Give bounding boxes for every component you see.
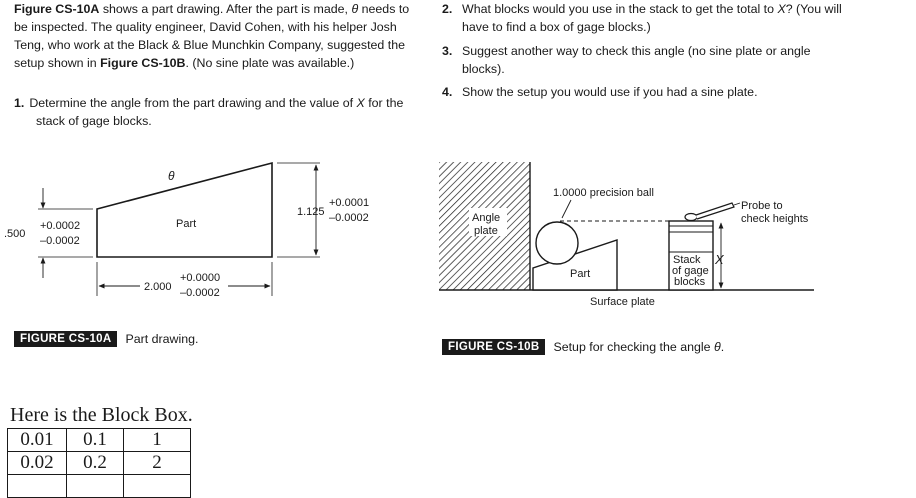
intro-text: . (No sine plate was available.) bbox=[185, 56, 355, 70]
probe-tip bbox=[685, 214, 697, 221]
question-text: Determine the angle from the part drawing and the value of bbox=[29, 96, 357, 110]
bottom-tol-plus: +0.0000 bbox=[180, 272, 221, 284]
right-dim-value: 1.125 bbox=[297, 206, 325, 218]
left-tol-plus: +0.0002 bbox=[40, 220, 81, 232]
caption-text: Part drawing. bbox=[125, 332, 199, 346]
table-row bbox=[8, 475, 191, 498]
intro-text: needs to be inspected. The quality engineer, David Cohen, with his helper Josh Teng, who work at the Black & Blue Munchkin Company, suggested the setup shown in bbox=[14, 2, 410, 70]
stack-label-3: blocks bbox=[674, 276, 706, 288]
x-symbol: X bbox=[777, 2, 786, 16]
figure-cs-10b bbox=[430, 150, 916, 315]
block-box-title: Here is the Block Box. bbox=[10, 404, 193, 426]
question-number: 1. bbox=[14, 96, 25, 110]
question-text: have to find a box of gage blocks.) bbox=[462, 20, 651, 34]
right-tol-plus: +0.0001 bbox=[329, 197, 370, 209]
question-text: What blocks would you use in the stack to get the total to bbox=[462, 2, 778, 16]
table-cell bbox=[67, 475, 124, 498]
surface-plate-label: Surface plate bbox=[590, 296, 655, 308]
theta-label: θ bbox=[168, 169, 175, 183]
probe-label-2: check heights bbox=[741, 213, 809, 225]
question-text: ? (You will bbox=[785, 2, 842, 16]
ball-label: 1.0000 precision ball bbox=[553, 187, 654, 199]
table-cell: 0.02 bbox=[8, 452, 67, 475]
question-number: 4. bbox=[442, 85, 453, 99]
x-symbol: X bbox=[356, 96, 365, 110]
question-text: Show the setup you would use if you had a sine plate. bbox=[462, 85, 758, 99]
left-tol-minus: –0.0002 bbox=[40, 235, 80, 247]
question-number: 2. bbox=[442, 2, 453, 16]
table-cell bbox=[124, 475, 191, 498]
table-cell: 1 bbox=[124, 429, 191, 452]
table-row bbox=[8, 429, 191, 452]
x-label: X bbox=[715, 252, 724, 267]
table-cell: 0.1 bbox=[67, 429, 124, 452]
precision-ball bbox=[536, 222, 578, 264]
bottom-tol-minus: –0.0002 bbox=[180, 287, 220, 299]
question-text: blocks). bbox=[462, 62, 505, 76]
intro-text: shows a part drawing. After the part is made, bbox=[99, 2, 352, 16]
question-text: for the bbox=[364, 96, 404, 110]
question-1 bbox=[14, 94, 422, 130]
block-box-table bbox=[7, 428, 191, 498]
caption-text bbox=[553, 340, 724, 354]
question-text: Suggest another way to check this angle (no sine plate or angle bbox=[462, 44, 811, 58]
stack-label-1: Stack bbox=[673, 254, 701, 266]
table-cell bbox=[8, 475, 67, 498]
caption-text-end: . bbox=[720, 340, 725, 354]
bottom-dim-value: 2.000 bbox=[144, 281, 172, 293]
table-row bbox=[8, 452, 191, 475]
caption-cs-10b bbox=[442, 339, 724, 355]
question-text: stack of gage blocks. bbox=[36, 114, 152, 128]
caption-text-main: Setup for checking the angle bbox=[553, 340, 714, 354]
part-outline bbox=[97, 163, 272, 257]
table-cell: 0.01 bbox=[8, 429, 67, 452]
figure-ref: Figure CS-10A bbox=[14, 2, 100, 16]
caption-label: FIGURE CS-10A bbox=[14, 331, 117, 347]
angle-plate-label-2: plate bbox=[474, 225, 498, 237]
right-tol-minus: –0.0002 bbox=[329, 212, 369, 224]
figure-cs-10a bbox=[0, 150, 420, 310]
table-cell: 2 bbox=[124, 452, 191, 475]
figure-ref: Figure CS-10B bbox=[100, 56, 186, 70]
caption-cs-10a bbox=[14, 331, 198, 347]
theta-symbol: θ bbox=[713, 340, 721, 354]
question-3 bbox=[442, 42, 902, 78]
probe-arm bbox=[696, 203, 734, 219]
question-4 bbox=[442, 83, 902, 101]
question-2 bbox=[442, 0, 902, 36]
left-dim-value: .500 bbox=[4, 228, 26, 240]
intro-paragraph bbox=[14, 0, 422, 72]
part-label: Part bbox=[570, 268, 591, 280]
theta-symbol: θ bbox=[351, 2, 359, 16]
table-cell: 0.2 bbox=[67, 452, 124, 475]
part-label: Part bbox=[176, 218, 197, 230]
angle-plate-label-1: Angle bbox=[472, 212, 501, 224]
stack-label-2: of gage bbox=[672, 265, 709, 277]
question-number: 3. bbox=[442, 44, 453, 58]
probe-label-1: Probe to bbox=[741, 200, 783, 212]
caption-label: FIGURE CS-10B bbox=[442, 339, 545, 355]
